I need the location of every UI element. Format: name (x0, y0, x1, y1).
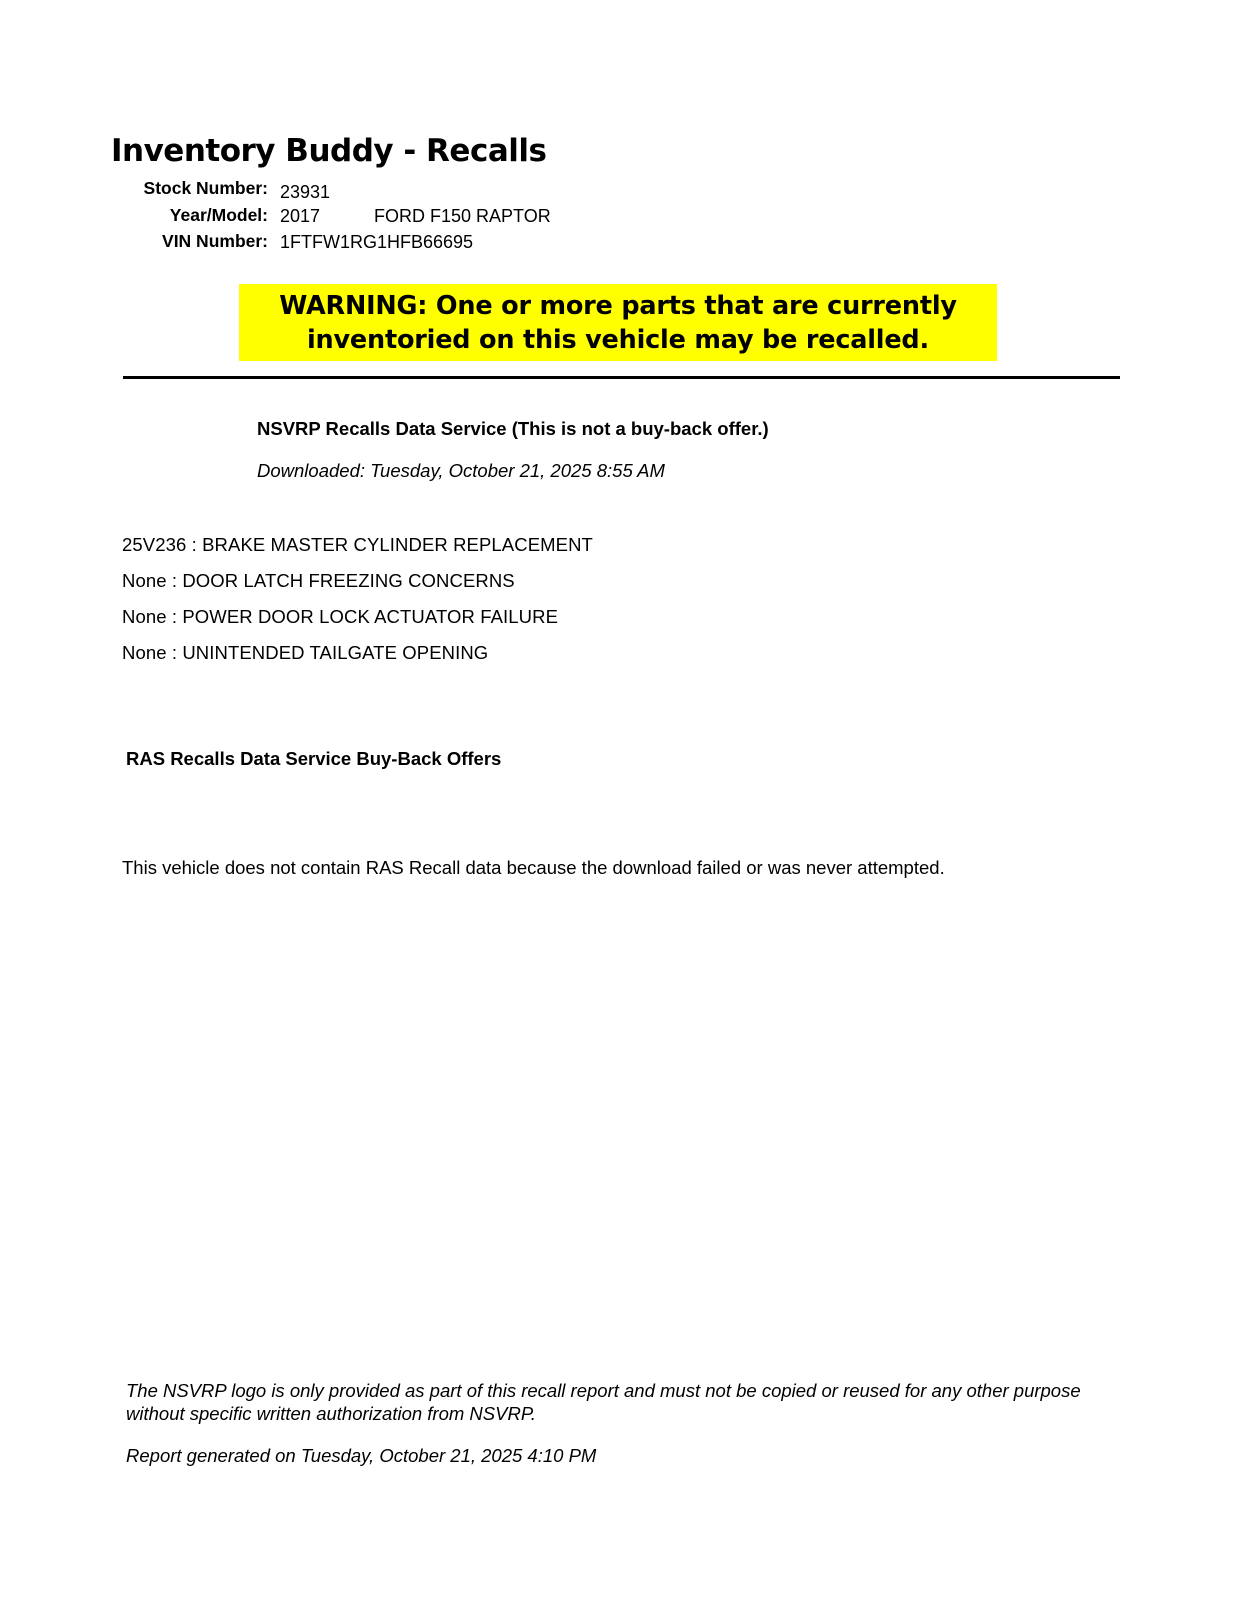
year-model-label: Year/Model: (169, 205, 268, 225)
recall-warning-banner (239, 284, 997, 361)
report-generated-timestamp: Report generated on Tuesday, October 21, 2025 4:10 PM (126, 1445, 597, 1466)
ras-status-message: This vehicle does not contain RAS Recall data because the download failed or was never attempted. (122, 857, 945, 878)
section-divider (123, 376, 1120, 379)
page-title: Inventory Buddy - Recalls (111, 133, 547, 169)
nsvrp-downloaded-timestamp: Downloaded: Tuesday, October 21, 2025 8:55 AM (257, 460, 665, 481)
vin-number-value: 1FTFW1RG1HFB66695 (280, 232, 474, 252)
vin-number-label: VIN Number: (162, 231, 268, 251)
recall-item: None : DOOR LATCH FREEZING CONCERNS (122, 570, 515, 591)
warning-line-1: WARNING: One or more parts that are currently (279, 290, 957, 321)
logo-disclaimer: The NSVRP logo is only provided as part of this recall report and must not be copied or reused for any other purpose without specific written authorization from NSVRP. (126, 1380, 1081, 1424)
warning-line-2: inventoried on this vehicle may be recalled. (307, 324, 929, 355)
ras-section-title: RAS Recalls Data Service Buy-Back Offers (126, 748, 502, 769)
year-value: 2017 (280, 206, 321, 226)
recall-item: None : UNINTENDED TAILGATE OPENING (122, 642, 489, 663)
stock-number-value: 23931 (280, 182, 331, 202)
nsvrp-section-title: NSVRP Recalls Data Service (This is not a buy-back offer.) (257, 418, 769, 439)
recall-item: 25V236 : BRAKE MASTER CYLINDER REPLACEMENT (122, 534, 593, 555)
model-value: FORD F150 RAPTOR (374, 206, 551, 226)
stock-number-label: Stock Number: (143, 178, 268, 198)
recall-item: None : POWER DOOR LOCK ACTUATOR FAILURE (122, 606, 559, 627)
